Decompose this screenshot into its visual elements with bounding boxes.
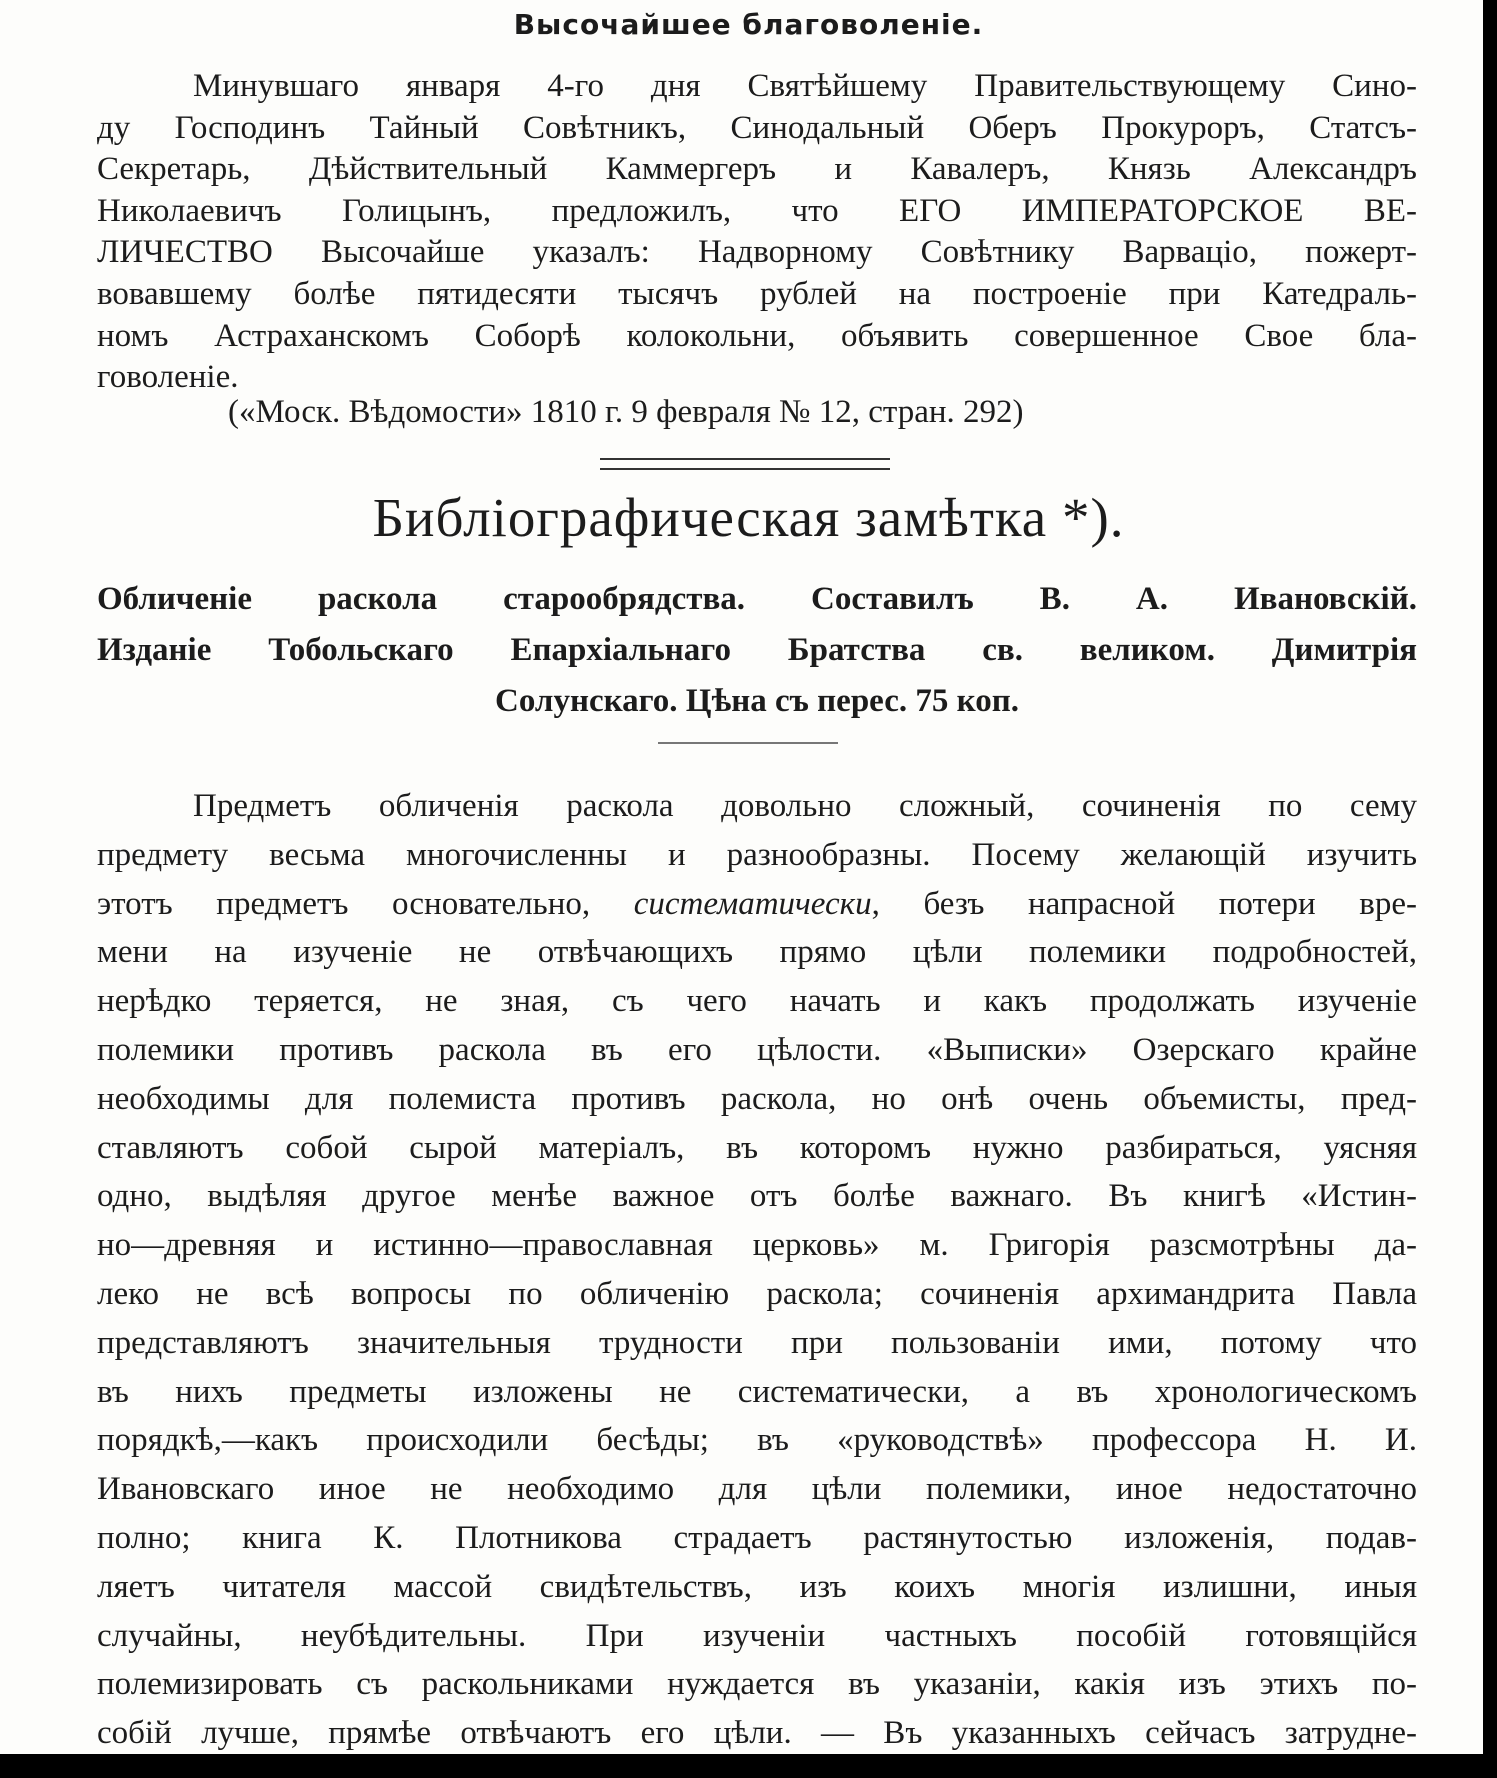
body-line: одно, выдѣляя другое менѣе важное отъ болѣе важнаго. Въ книгѣ «Истин- — [97, 1178, 1417, 1215]
notice-line: номъ Астраханскомъ Соборѣ колокольни, объявить совершенное Свое бла- — [97, 317, 1417, 354]
title-divider — [658, 742, 838, 744]
body-line: полно; книга К. Плотникова страдаетъ растянутостью изложенія, подав- — [97, 1519, 1417, 1556]
notice-line: Секретарь, Дѣйствительный Каммергеръ и Кавалеръ, Князь Александръ — [97, 151, 1417, 188]
body-line: представляютъ значительныя трудности при пользованіи ими, потому что — [97, 1324, 1417, 1361]
body-line: случайны, неубѣдительны. При изученіи частныхъ пособій готовящійся — [97, 1617, 1417, 1654]
citation: («Моск. Вѣдомости» 1810 г. 9 февраля № 12, стран. 292) — [228, 394, 1024, 430]
section-divider — [600, 458, 890, 470]
body-line: но—древняя и истинно—православная церковь» м. Григорія разсмотрѣны да- — [97, 1227, 1417, 1264]
body-line: собій лучше, прямѣе отвѣчаютъ его цѣли. — Въ указанныхъ сейчасъ затрудне- — [97, 1715, 1417, 1752]
notice-line: Минувшаго января 4-го дня Святѣйшему Правительствующему Сино- — [193, 68, 1417, 104]
body-line: ставляютъ собой сырой матеріалъ, въ которомъ нужно разбираться, уясняя — [97, 1129, 1417, 1166]
body-text: , безъ напрасной потери вре- — [871, 885, 1417, 922]
notice-line: ЛИЧЕСТВО Высочайше указалъ: Надворному Совѣтнику Варваціо, пожерт- — [97, 234, 1417, 271]
book-title-line: Изданіе Тобольскаго Епархіальнаго Братства св. великом. Димитрія — [97, 632, 1417, 668]
body-line: предмету весьма многочисленны и разнообразны. Посему желающій изучить — [97, 836, 1417, 873]
body-line: мени на изученіе не отвѣчающихъ прямо цѣли полемики подробностей, — [97, 934, 1417, 971]
book-title — [97, 574, 1417, 727]
body-line: полемики противъ раскола въ его цѣлости. «Выписки» Озерскаго крайне — [97, 1031, 1417, 1068]
notice-paragraph — [97, 66, 1417, 399]
body-line: нерѣдко теряется, не зная, съ чего начать и какъ продолжать изученіе — [97, 983, 1417, 1020]
italic-word: систематически — [633, 885, 872, 922]
book-title-line: Солунскаго. Цѣна съ перес. 75 коп. — [495, 683, 1019, 719]
body-line: порядкѣ,—какъ происходили бесѣды; въ «руководствѣ» профессора Н. И. — [97, 1422, 1417, 1459]
body-line: ляетъ читателя массой свидѣтельствъ, изъ коихъ многія излишни, иныя — [97, 1568, 1417, 1605]
body-line: въ нихъ предметы изложены не систематически, а въ хронологическомъ — [97, 1373, 1417, 1410]
review-paragraph — [97, 782, 1417, 1754]
heading-bibliographic-note: Библіографическая замѣтка *). — [372, 487, 1125, 548]
body-line: леко не всѣ вопросы по обличенію раскола; сочиненія архимандрита Павла — [97, 1275, 1417, 1312]
body-line: Ивановскаго иное не необходимо для цѣли полемики, иное недостаточно — [97, 1471, 1417, 1508]
notice-line: ду Господинъ Тайный Совѣтникъ, Синодальный Оберъ Прокуроръ, Статсъ- — [97, 109, 1417, 146]
notice-line: вовавшему болѣе пятидесяти тысячъ рублей на построеніе при Катедраль- — [97, 275, 1417, 312]
scan-bottom-edge — [0, 1754, 1497, 1778]
book-title-line: Обличеніе раскола старообрядства. Составилъ В. А. Ивановскій. — [97, 581, 1417, 617]
notice-line: Николаевичъ Голицынъ, предложилъ, что ЕГО ИМПЕРАТОРСКОЕ ВЕ- — [97, 192, 1417, 229]
body-line: Предметъ обличенія раскола довольно сложный, сочиненія по сему — [193, 788, 1417, 824]
body-line — [97, 880, 1417, 929]
body-line: необходимы для полемиста противъ раскола, но онѣ очень объемисты, пред- — [97, 1080, 1417, 1117]
notice-line: говоленіе. — [97, 359, 239, 396]
scan-edge — [1483, 0, 1497, 1754]
heading-imperial-favor: Высочайшее благоволеніе. — [513, 8, 984, 41]
body-line: полемизировать съ раскольниками нуждается въ указаніи, какія изъ этихъ по- — [97, 1666, 1417, 1703]
body-text: этотъ предметъ основательно, — [97, 885, 591, 922]
